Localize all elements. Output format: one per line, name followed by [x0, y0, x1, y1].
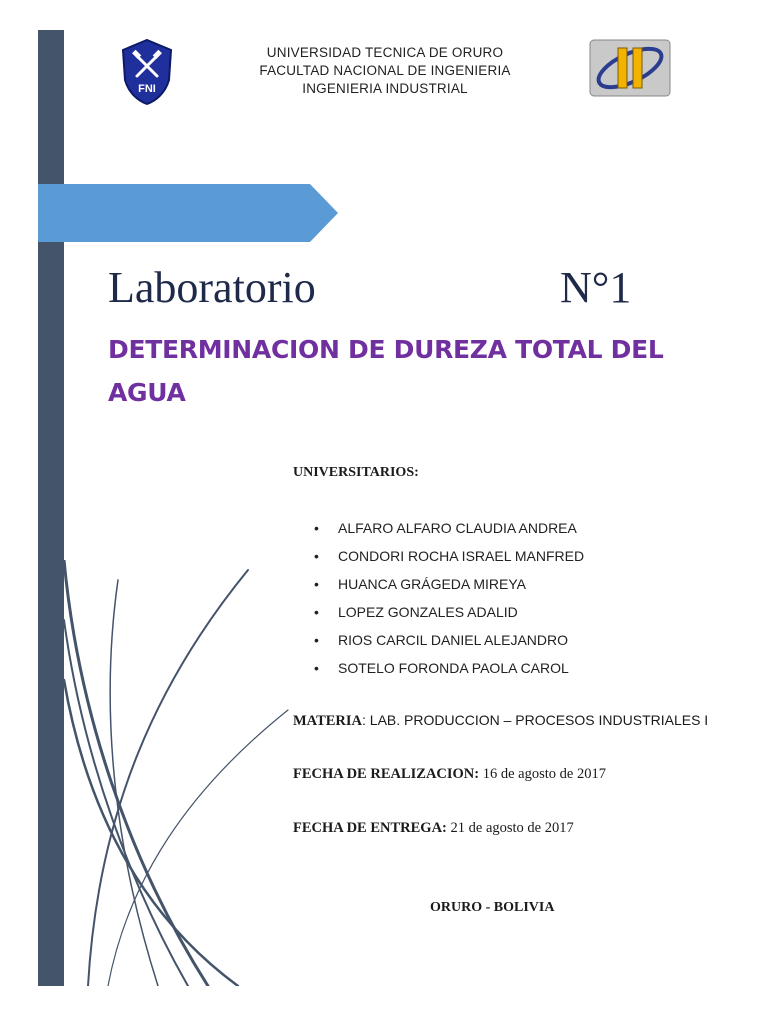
fecha-realizacion-line [293, 766, 606, 783]
bullet: • [314, 520, 319, 536]
materia-value: : LAB. PRODUCCION – PROCESOS INDUSTRIALES I [362, 712, 709, 728]
bullet: • [314, 576, 319, 592]
student-list [310, 517, 584, 685]
subtitle-line-2: AGUA [108, 378, 186, 407]
fecha-entrega-line [293, 820, 574, 837]
subtitle [108, 328, 708, 414]
fecha-realizacion-label: FECHA DE REALIZACION: [293, 766, 480, 782]
career-name: INGENIERIA INDUSTRIAL [302, 81, 468, 96]
fni-shield-logo [119, 38, 175, 106]
student-name: CONDORI ROCHA ISRAEL MANFRED [338, 548, 585, 564]
location-footer: ORURO - BOLIVIA [430, 900, 555, 915]
lab-word: Laboratorio [108, 263, 316, 312]
materia-line [293, 712, 708, 730]
bullet: • [314, 660, 319, 676]
blue-ribbon [38, 184, 338, 242]
university-name: UNIVERSIDAD TECNICA DE ORURO [266, 45, 504, 60]
subtitle-line-1: DETERMINACION DE DUREZA TOTAL DEL [108, 335, 664, 364]
student-name: SOTELO FORONDA PAOLA CAROL [338, 660, 569, 676]
student-name: ALFARO ALFARO CLAUDIA ANDREA [338, 520, 577, 536]
list-item [310, 601, 584, 629]
list-item [310, 517, 584, 545]
fni-logo-text: FNI [138, 83, 156, 95]
bullet: • [314, 548, 319, 564]
bullet: • [314, 632, 319, 648]
list-item [310, 657, 584, 685]
bullet: • [314, 604, 319, 620]
list-item [310, 629, 584, 657]
lab-number: N°1 [560, 263, 632, 312]
student-name: LOPEZ GONZALES ADALID [338, 604, 518, 620]
student-name: HUANCA GRÁGEDA MIREYA [338, 576, 527, 592]
institution-header [200, 44, 570, 98]
fecha-entrega-label: FECHA DE ENTREGA: [293, 820, 447, 836]
materia-label: MATERIA [293, 713, 363, 729]
fecha-realizacion-value: 16 de agosto de 2017 [479, 766, 606, 782]
list-item [310, 573, 584, 601]
students-label: UNIVERSITARIOS: [293, 465, 419, 480]
list-item [310, 545, 584, 573]
industrial-engineering-logo [588, 38, 672, 98]
faculty-name: FACULTAD NACIONAL DE INGENIERIA [259, 63, 511, 78]
student-name: RIOS CARCIL DANIEL ALEJANDRO [338, 632, 569, 648]
fecha-entrega-value: 21 de agosto de 2017 [446, 820, 574, 836]
